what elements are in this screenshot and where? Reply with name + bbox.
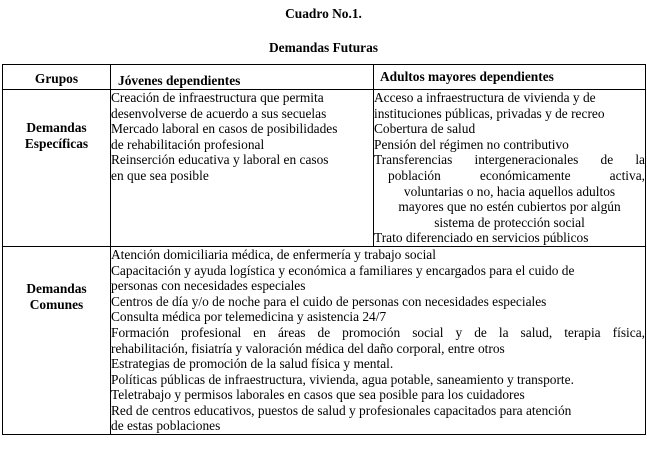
header-elderly-label: Adultos mayores dependientes: [380, 69, 554, 84]
common-demands-label: [3, 246, 111, 434]
list-item: Pensión del régimen no contributivo: [374, 136, 569, 152]
header-young-label: Jóvenes dependientes: [118, 73, 241, 88]
list-item: desenvolverse de acuerdo a sus secuelas: [111, 105, 327, 121]
list-item: de rehabilitación profesional: [111, 136, 265, 152]
list-item: personas con necesidades especiales: [111, 278, 306, 294]
table-header-row: [3, 65, 646, 90]
table-caption-subtitle: Demandas Futuras: [269, 40, 378, 55]
list-item: Teletrabajo y permisos laborales en casos que sea posible para los cuidadores: [111, 387, 525, 403]
list-item: instituciones públicas, privadas y de recreo: [374, 105, 605, 121]
common-demands-row: [3, 246, 646, 434]
common-label-line1: Demandas: [26, 280, 87, 296]
common-label-line2: Comunes: [29, 296, 84, 312]
list-item: población económicamente activa,: [388, 167, 645, 183]
list-item: en que sea posible: [111, 167, 209, 183]
header-young-dependents: [111, 65, 374, 90]
list-item: Consulta médica por telemedicina y asistencia 24/7: [111, 309, 387, 325]
specific-label-line2: Específicas: [24, 135, 89, 151]
list-item: de estas poblaciones: [111, 418, 221, 434]
list-item: Mercado laboral en casos de posibilidades: [111, 121, 338, 137]
specific-demands-row: [3, 90, 646, 247]
list-item: rehabilitación, fisiatría y valoración médica del daño corporal, entre otros: [111, 340, 505, 356]
list-item: voluntarias o no, hacia aquellos adultos: [403, 183, 616, 199]
header-groups: [3, 65, 111, 90]
list-item: Centros de día y/o de noche para el cuido de personas con necesidades especiales: [111, 293, 547, 309]
specific-demands-label: [3, 90, 111, 247]
list-item: Red de centros educativos, puestos de salud y profesionales capacitados para atención: [111, 402, 572, 418]
list-item: Formación profesional en áreas de promoción social y de la salud, terapia física,: [111, 324, 645, 340]
list-item: Reinserción educativa y laboral en casos: [111, 152, 329, 168]
list-item: Trato diferenciado en servicios públicos: [374, 230, 589, 246]
common-demands-cell: [111, 246, 646, 434]
header-groups-label: Grupos: [34, 71, 79, 87]
list-item: Creación de infraestructura que permita: [111, 90, 324, 105]
specific-elderly-cell: [374, 90, 646, 247]
specific-label-line1: Demandas: [26, 120, 87, 135]
list-item: Acceso a infraestructura de vivienda y de: [374, 90, 596, 105]
list-item: sistema de protección social: [434, 214, 585, 230]
list-item: Políticas públicas de infraestructura, vivienda, agua potable, saneamiento y transporte.: [111, 371, 574, 387]
list-item: Capacitación y ayuda logística y económica a familiares y encargados para el cuido de: [111, 262, 575, 278]
table-caption-title: Cuadro No.1.: [285, 6, 362, 21]
demands-table: [2, 64, 646, 435]
list-item: Cobertura de salud: [374, 121, 476, 137]
header-elderly-dependents: [374, 65, 646, 90]
list-item: mayores que no estén cubiertos por algún: [398, 199, 621, 215]
specific-young-cell: [111, 90, 374, 247]
list-item: Transferencias intergeneracionales de la: [374, 152, 645, 168]
list-item: Estrategias de promoción de la salud física y mental.: [111, 356, 394, 372]
list-item: Atención domiciliaria médica, de enfermería y trabajo social: [111, 246, 436, 262]
